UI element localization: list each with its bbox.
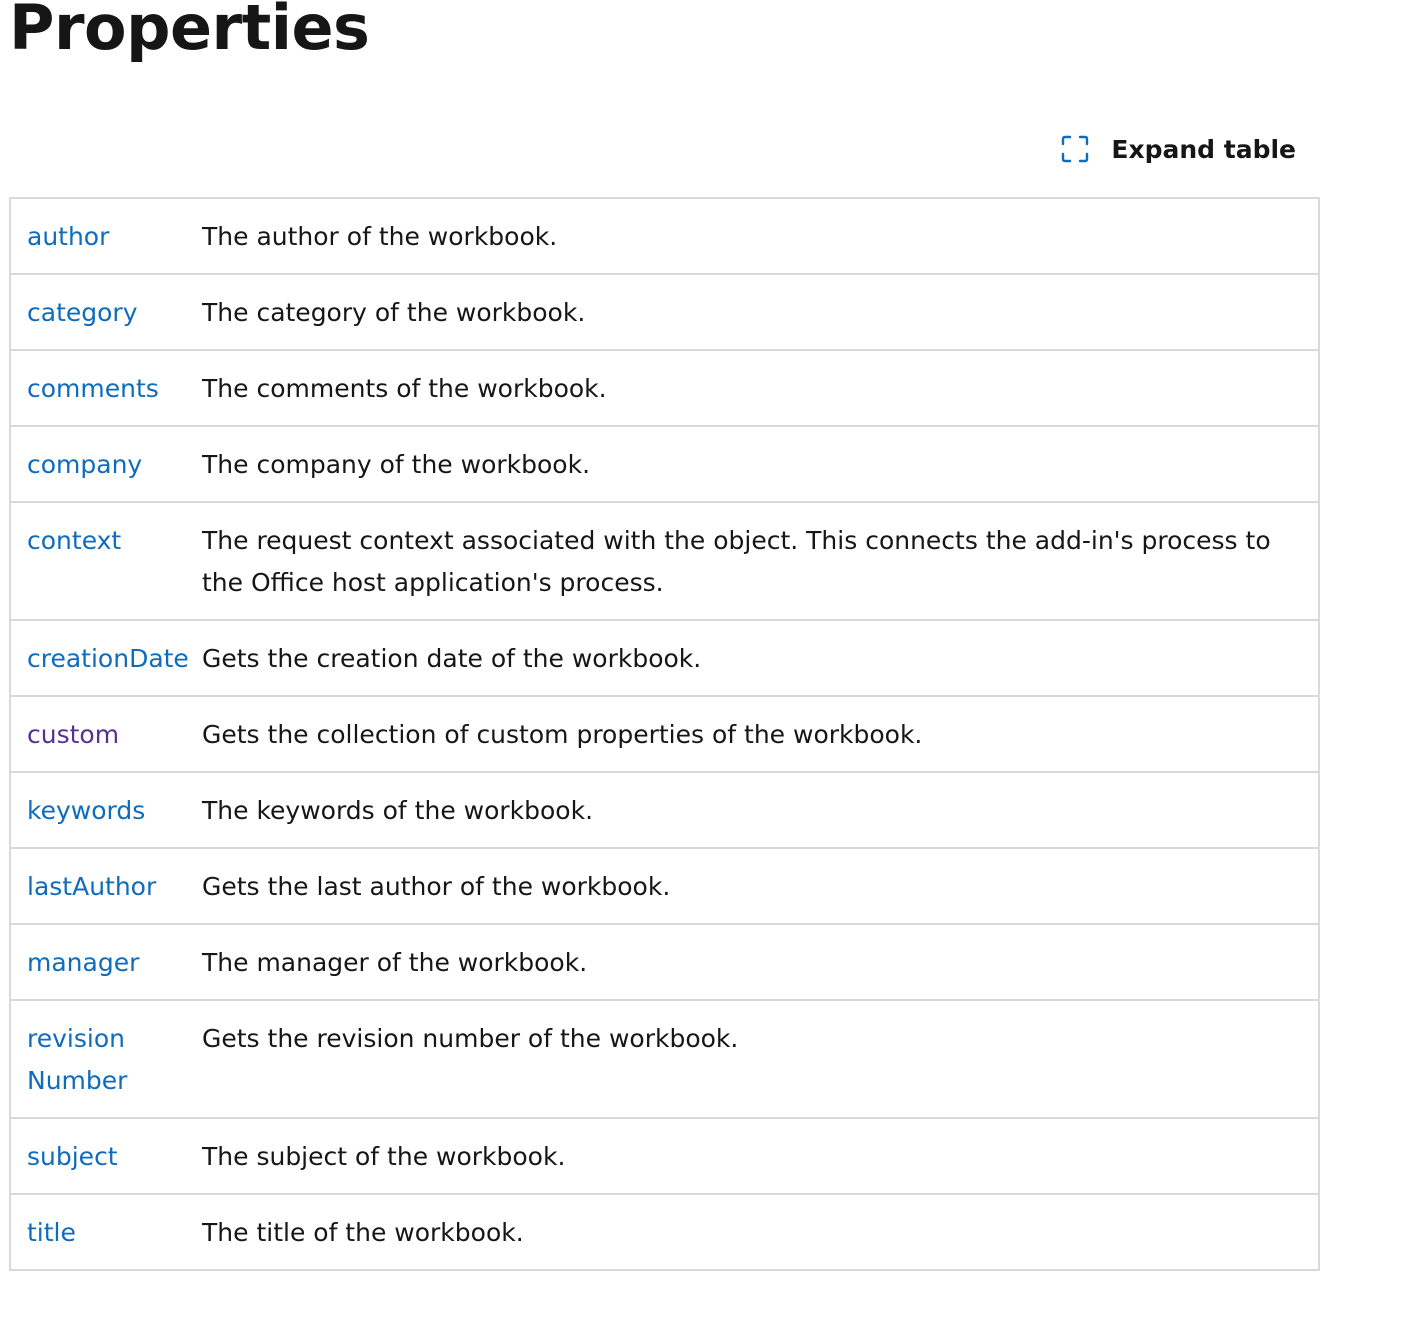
properties-table [9, 197, 1320, 1271]
property-name-cell [10, 198, 186, 274]
table-row [10, 1000, 1319, 1118]
properties-table-body [10, 198, 1319, 1270]
property-description: The request context associated with the object. This connects the add-in's process to the Office host application's process. [186, 502, 1319, 620]
property-link[interactable]: manager [27, 948, 140, 977]
expand-icon [1061, 135, 1089, 163]
property-name-cell [10, 1000, 186, 1118]
expand-table-button[interactable] [1061, 126, 1298, 172]
table-row [10, 426, 1319, 502]
property-name-cell [10, 1118, 186, 1194]
property-name-cell [10, 1194, 186, 1270]
property-description: The company of the workbook. [186, 426, 1319, 502]
property-description: Gets the collection of custom properties of the workbook. [186, 696, 1319, 772]
table-row [10, 1194, 1319, 1270]
property-name-cell [10, 924, 186, 1000]
table-row [10, 502, 1319, 620]
property-link[interactable]: lastAuthor [27, 872, 157, 901]
property-link[interactable]: custom [27, 720, 120, 749]
property-link[interactable]: company [27, 450, 143, 479]
table-row [10, 198, 1319, 274]
property-name-cell [10, 426, 186, 502]
property-name-cell [10, 772, 186, 848]
property-description: Gets the creation date of the workbook. [186, 620, 1319, 696]
table-row [10, 772, 1319, 848]
property-name-cell [10, 502, 186, 620]
property-name-cell [10, 696, 186, 772]
table-row [10, 848, 1319, 924]
property-link[interactable]: author [27, 222, 110, 251]
property-link[interactable]: category [27, 298, 138, 327]
property-name-cell [10, 848, 186, 924]
table-row [10, 350, 1319, 426]
property-link[interactable]: comments [27, 374, 159, 403]
property-link[interactable]: revision Number [27, 1024, 128, 1095]
property-link[interactable]: title [27, 1218, 76, 1247]
property-description: The keywords of the workbook. [186, 772, 1319, 848]
property-description: The title of the workbook. [186, 1194, 1319, 1270]
expand-table-label: Expand table [1111, 134, 1296, 164]
property-link[interactable]: creationDate [27, 644, 189, 673]
property-description: The comments of the workbook. [186, 350, 1319, 426]
property-link[interactable]: context [27, 526, 122, 555]
property-description: Gets the last author of the workbook. [186, 848, 1319, 924]
table-row [10, 924, 1319, 1000]
property-description: The subject of the workbook. [186, 1118, 1319, 1194]
property-name-cell [10, 620, 189, 696]
table-row [10, 274, 1319, 350]
table-row [10, 620, 1319, 696]
property-link[interactable]: keywords [27, 796, 146, 825]
table-row [10, 696, 1319, 772]
property-name-cell [10, 274, 186, 350]
property-description: The manager of the workbook. [186, 924, 1319, 1000]
table-row [10, 1118, 1319, 1194]
property-link[interactable]: subject [27, 1142, 118, 1171]
property-description: The author of the workbook. [202, 222, 558, 251]
property-name-cell [10, 350, 186, 426]
page-title: Properties [9, 0, 370, 64]
property-description: Gets the revision number of the workbook. [186, 1000, 1319, 1118]
property-description: The category of the workbook. [186, 274, 1319, 350]
